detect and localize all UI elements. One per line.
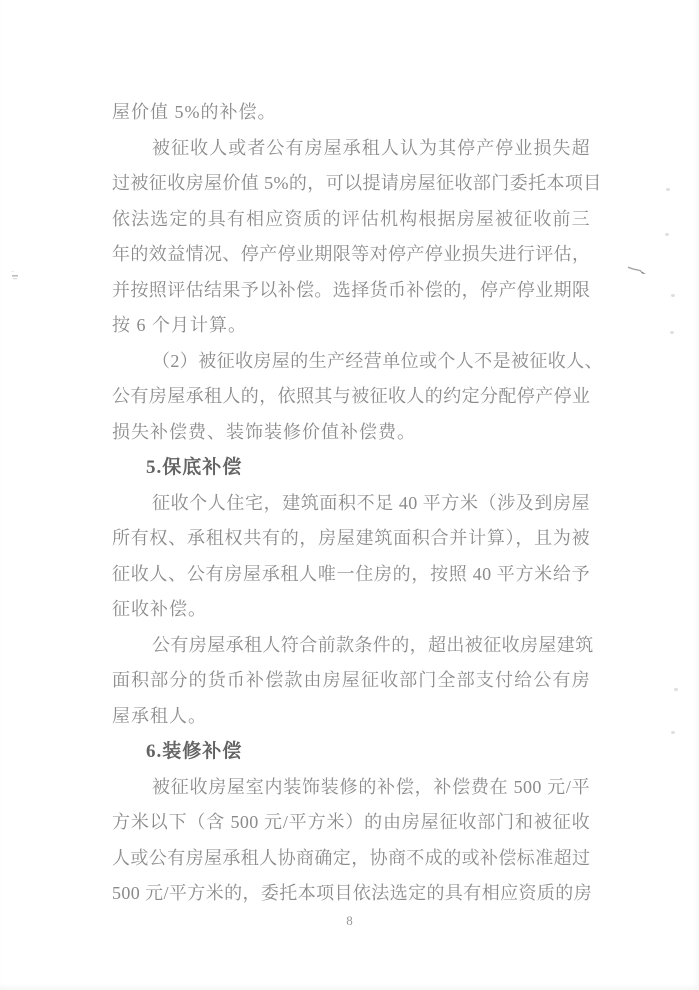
text-line: 按 6 个月计算。 — [112, 315, 247, 335]
text-line: 所有权、承租权共有的，房屋建筑面积合并计算），且为被 — [112, 528, 590, 548]
speck-artifact — [674, 688, 678, 691]
section-heading: 6.装修补偿 — [146, 741, 243, 762]
speck-artifact — [670, 331, 674, 334]
text-line: 面积部分的货币补偿款由房屋征收部门全部支付给公有房 — [112, 670, 590, 690]
text-line: 损失补偿费、装饰装修价值补偿费。 — [112, 421, 416, 442]
speck-artifact — [665, 233, 669, 236]
text-line: 年的效益情况、停产停业期限等对停产停业损失进行评估， — [112, 244, 591, 264]
text-line: 方米以下（含 500 元/平方米）的由房屋征收部门和被征收 — [112, 812, 590, 832]
speck-artifact — [8, 270, 22, 282]
text-line: 500 元/平方米的，委托本项目依法选定的具有相应资质的房 — [112, 883, 593, 903]
speck-artifact — [671, 731, 675, 734]
text-line: （2）被征收房屋的生产经营单位或个人不是被征收人、 — [152, 350, 603, 371]
ink-mark-artifact — [627, 264, 649, 278]
text-line: 被征收房屋室内装饰装修的补偿，补偿费在 500 元/平 — [152, 776, 590, 797]
text-line: 公有房屋承租人符合前款条件的，超出被征收房屋建筑 — [152, 634, 594, 655]
text-line: 屋价值 5%的补偿。 — [112, 102, 277, 122]
text-line: 人或公有房屋承租人协商确定，协商不成的或补偿标准超过 — [112, 847, 591, 868]
page-number: 8 — [346, 913, 353, 928]
text-line: 屋承租人。 — [112, 705, 207, 726]
text-line: 征收补偿。 — [112, 599, 207, 619]
text-line: 依法选定的具有相应资质的评估机构根据房屋被征收前三 — [112, 208, 590, 229]
section-heading: 5.保底补偿 — [146, 457, 243, 478]
text-line: 公有房屋承租人的，依照其与被征收人的约定分配停产停业 — [112, 386, 591, 406]
text-line: 征收人、公有房屋承租人唯一住房的，按照 40 平方米给予 — [112, 563, 590, 584]
text-line: 征收个人住宅，建筑面积不足 40 平方米（涉及到房屋 — [152, 492, 590, 513]
text-block — [112, 95, 603, 912]
text-line: 被征收人或者公有房屋承租人认为其停产停业损失超 — [152, 137, 590, 158]
speck-artifact — [666, 188, 670, 191]
text-line: 并按照评估结果予以补偿。选择货币补偿的，停产停业期限 — [112, 279, 591, 300]
text-line: 过被征收房屋价值 5%的，可以提请房屋征收部门委托本项目 — [112, 173, 602, 193]
speck-artifact — [671, 294, 675, 297]
